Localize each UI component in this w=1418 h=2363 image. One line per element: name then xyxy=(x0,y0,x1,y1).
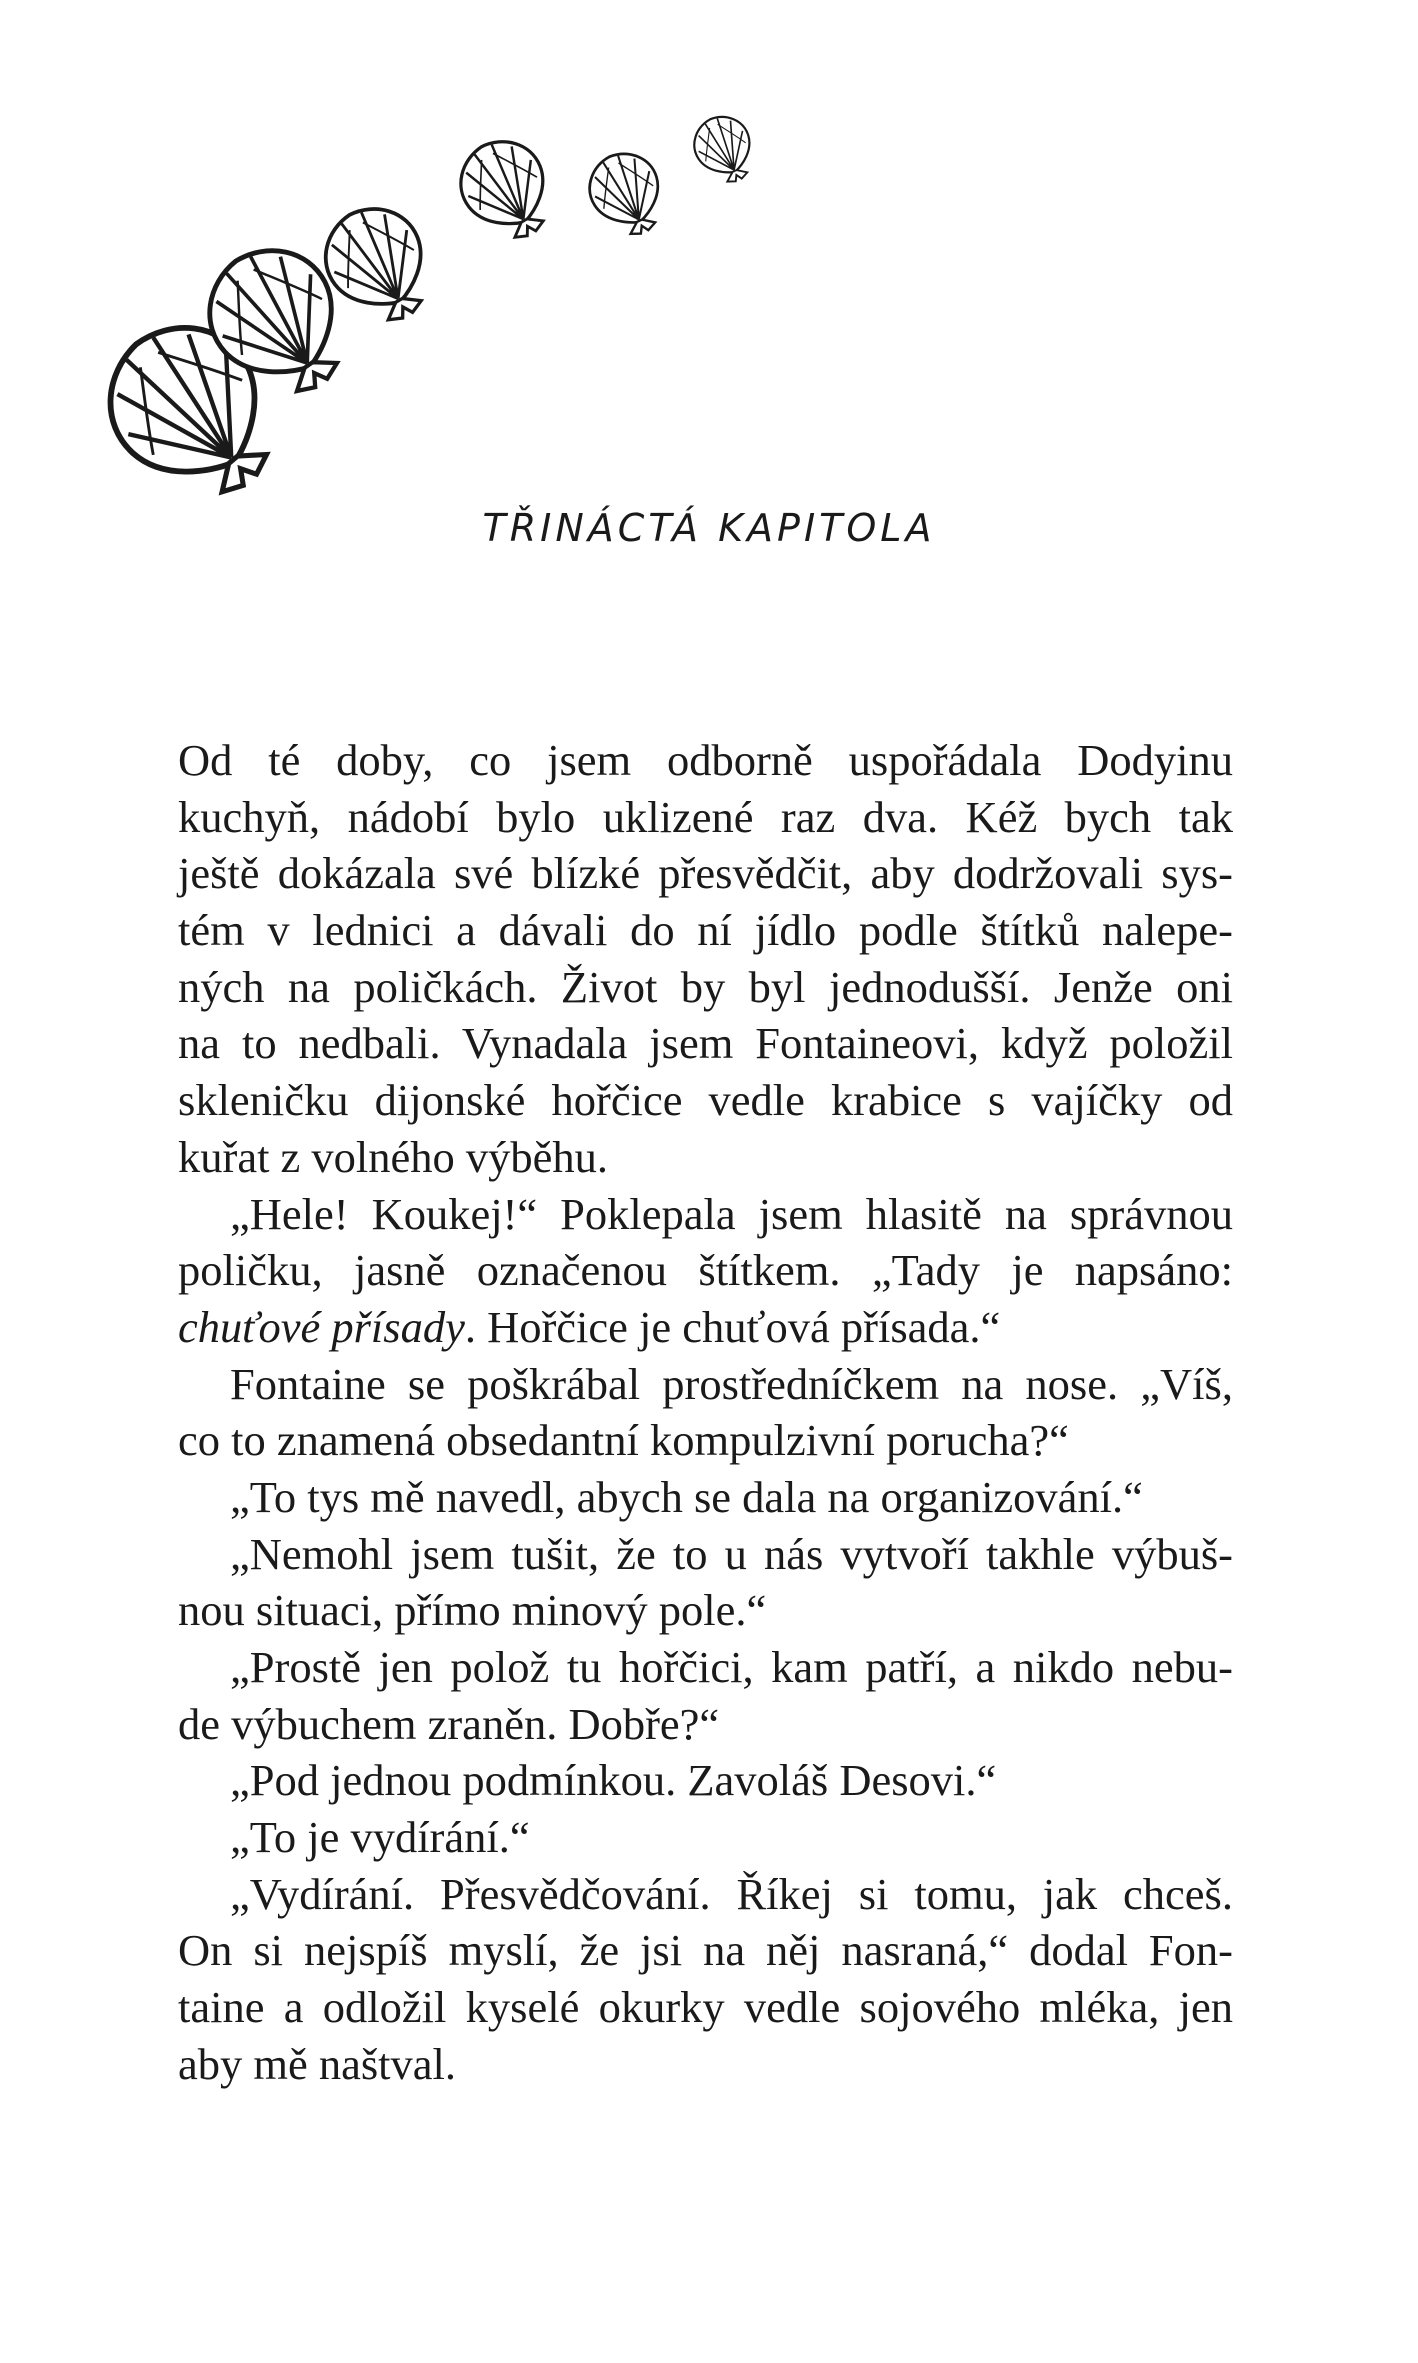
text-fragment: . Hořčice je chuťová přísada.“ xyxy=(464,1301,1001,1352)
text-line: ještě dokázala své blízké přesvědčit, aby dodržovali sys- xyxy=(178,848,1233,899)
paragraph xyxy=(178,1356,1233,1469)
text-line: „Prostě jen polož tu hořčici, kam patří, a nikdo nebu- xyxy=(230,1642,1233,1692)
text-line: kuřat z volného výběhu. xyxy=(178,1131,609,1182)
text-line: de výbuchem zraněn. Dobře?“ xyxy=(178,1698,720,1749)
paragraph xyxy=(178,732,1233,1186)
text-line: Od té doby, co jsem odborně uspořádala Dodyinu xyxy=(178,735,1233,785)
paragraph xyxy=(178,1639,1233,1752)
paragraph xyxy=(178,1186,1233,1356)
text-line: kuchyň, nádobí bylo uklizené raz dva. Kéž bych tak xyxy=(178,791,1233,842)
text-line: „To tys mě navedl, abych se dala na organizování.“ xyxy=(230,1471,1143,1522)
text-line: poličku, jasně označenou štítkem. „Tady je napsáno: xyxy=(178,1245,1233,1296)
text-line: „Nemohl jsem tušit, že to u nás vytvoří takhle výbuš- xyxy=(230,1528,1233,1579)
scallop-shells-icon xyxy=(85,62,805,502)
paragraph xyxy=(178,1469,1233,1526)
text-line: na to nedbali. Vynadala jsem Fontaineovi, když položil xyxy=(178,1018,1233,1069)
text-line xyxy=(178,1299,1233,1356)
text-line: „To je vydírání.“ xyxy=(230,1812,530,1863)
text-line: nou situaci, přímo minový pole.“ xyxy=(178,1585,767,1636)
text-line: On si nejspíš myslí, že jsi na něj nasraná,“ dodal Fon- xyxy=(178,1925,1233,1976)
text-line: aby mě naštval. xyxy=(178,2038,457,2089)
text-line: „Pod jednou podmínkou. Zavoláš Desovi.“ xyxy=(230,1755,997,1806)
chapter-title: TŘINÁCTÁ KAPITOLA xyxy=(482,506,936,550)
text-line: skleničku dijonské hořčice vedle krabice s vajíčky od xyxy=(178,1075,1233,1126)
text-line: Fontaine se poškrábal prostředníčkem na nose. „Víš, xyxy=(230,1358,1233,1409)
text-line: taine a odložil kyselé okurky vedle sojového mléka, jen xyxy=(178,1982,1233,2033)
chapter-body xyxy=(178,732,1233,2093)
text-line: „Hele! Koukej!“ Poklepala jsem hlasitě na správnou xyxy=(230,1188,1233,1239)
emphasis-text: chuťové přísady xyxy=(178,1301,465,1352)
paragraph xyxy=(178,1752,1233,1809)
paragraph xyxy=(178,1526,1233,1639)
text-line: tém v lednici a dávali do ní jídlo podle štítků nalepe- xyxy=(178,905,1233,956)
paragraph xyxy=(178,1866,1233,2093)
text-line: co to znamená obsedantní kompulzivní porucha?“ xyxy=(178,1415,1069,1466)
text-line: ných na poličkách. Život by byl jednodušší. Jenže oni xyxy=(178,961,1233,1012)
text-line: „Vydírání. Přesvědčování. Říkej si tomu, jak chceš. xyxy=(230,1868,1233,1919)
paragraph xyxy=(178,1809,1233,1866)
